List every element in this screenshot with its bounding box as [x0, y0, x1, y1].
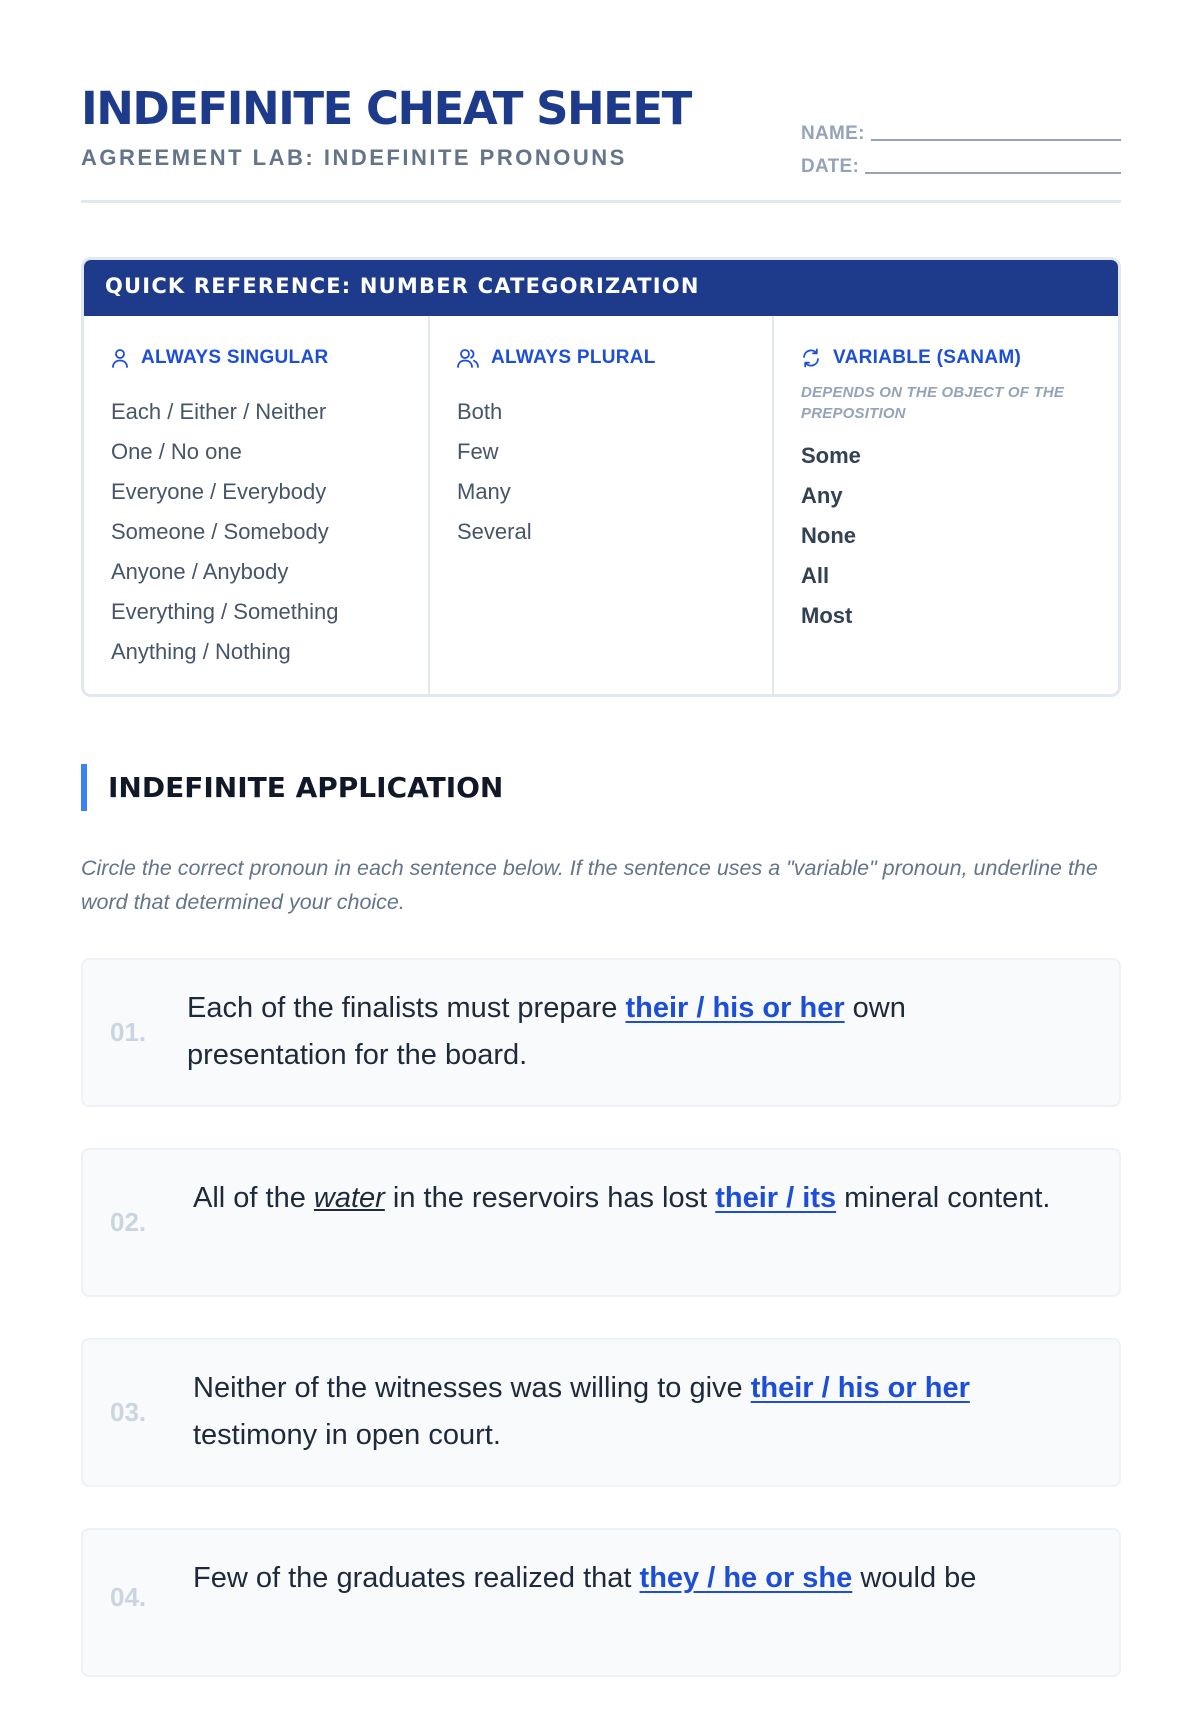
sentence-text: testimony in open court. [193, 1419, 501, 1451]
singular-title: ALWAYS SINGULAR [141, 347, 329, 368]
date-field[interactable] [865, 154, 1121, 174]
list-item: One / No one [111, 439, 242, 464]
users-icon [457, 348, 479, 368]
sentence-text: in the reservoirs has lost [384, 1182, 716, 1214]
list-item: Several [457, 519, 532, 544]
refresh-icon [801, 348, 821, 368]
item-number: 04. [110, 1582, 147, 1612]
singular-column [84, 316, 430, 694]
sentence-text: Each of the finalists must prepare [187, 992, 626, 1024]
sentence-text: Few of the graduates realized that [193, 1562, 640, 1594]
variable-column [774, 316, 1118, 694]
quick-reference-columns [84, 316, 1118, 694]
item-number: 03. [110, 1397, 147, 1427]
list-item: All [801, 563, 830, 588]
item-sentence [193, 1175, 1059, 1222]
exercise-item-2 [81, 1148, 1121, 1297]
pronoun-choice[interactable]: their / his or her [750, 1372, 970, 1404]
list-item: Everyone / Everybody [111, 479, 327, 504]
date-label: DATE: [801, 156, 860, 177]
plural-heading [457, 346, 772, 370]
instructions-text: Circle the correct pronoun in each sentence below. If the sentence uses a "variable" pronoun, underline the word that determined your choice. [81, 856, 1098, 914]
item-sentence [193, 1365, 1059, 1459]
item-sentence [187, 985, 1059, 1079]
name-label: NAME: [801, 123, 865, 144]
worksheet-page [81, 0, 1121, 1612]
item-number: 01. [110, 1017, 147, 1047]
variable-list [801, 436, 1118, 636]
sentence-text: would be [852, 1562, 977, 1594]
list-item: Some [801, 443, 861, 468]
section-heading: INDEFINITE APPLICATION [81, 764, 503, 811]
list-item: Anything / Nothing [111, 639, 291, 664]
plural-column [430, 316, 774, 694]
quick-reference-title: QUICK REFERENCE: NUMBER CATEGORIZATION [81, 257, 1121, 316]
list-item: Many [457, 479, 511, 504]
list-item: Few [457, 439, 499, 464]
sentence-text: mineral content. [836, 1182, 1051, 1214]
exercise-item-1 [81, 958, 1121, 1107]
pronoun-choice[interactable]: their / his or her [625, 992, 845, 1024]
singular-list [111, 392, 428, 672]
list-item: Each / Either / Neither [111, 399, 327, 424]
date-row [801, 145, 1121, 178]
sentence-text: own presentation for the board. [187, 992, 906, 1071]
exercise-item-4 [81, 1528, 1121, 1677]
list-item: Most [801, 603, 853, 628]
plural-title: ALWAYS PLURAL [491, 347, 656, 368]
key-word: water [313, 1182, 385, 1214]
pronoun-choice[interactable]: their / its [715, 1182, 837, 1214]
list-item: Anyone / Anybody [111, 559, 289, 584]
list-item: None [801, 523, 856, 548]
student-info [801, 112, 1121, 178]
singular-heading [111, 346, 428, 370]
quick-reference-card [81, 257, 1121, 697]
exercise-item-3 [81, 1338, 1121, 1487]
list-item: Any [801, 483, 843, 508]
list-item: Both [457, 399, 503, 424]
page-title: INDEFINITE CHEAT SHEET [81, 82, 691, 135]
page-header [81, 0, 1121, 203]
pronoun-choice[interactable]: they / he or she [639, 1562, 853, 1594]
item-sentence [193, 1555, 1059, 1602]
name-field[interactable] [871, 121, 1121, 141]
user-icon [111, 348, 129, 368]
variable-title: VARIABLE (SANAM) [833, 347, 1022, 368]
sentence-text: Neither of the witnesses was willing to give [193, 1372, 751, 1404]
variable-heading [801, 346, 1118, 370]
variable-note: DEPENDS ON THE OBJECT OF THE PREPOSITION [801, 384, 1065, 422]
list-item: Everything / Something [111, 599, 339, 624]
list-item: Someone / Somebody [111, 519, 329, 544]
name-row [801, 112, 1121, 145]
plural-list [457, 392, 772, 552]
item-number: 02. [110, 1207, 147, 1237]
page-subtitle: AGREEMENT LAB: INDEFINITE PRONOUNS [81, 145, 627, 170]
sentence-text: All of the [193, 1182, 314, 1214]
